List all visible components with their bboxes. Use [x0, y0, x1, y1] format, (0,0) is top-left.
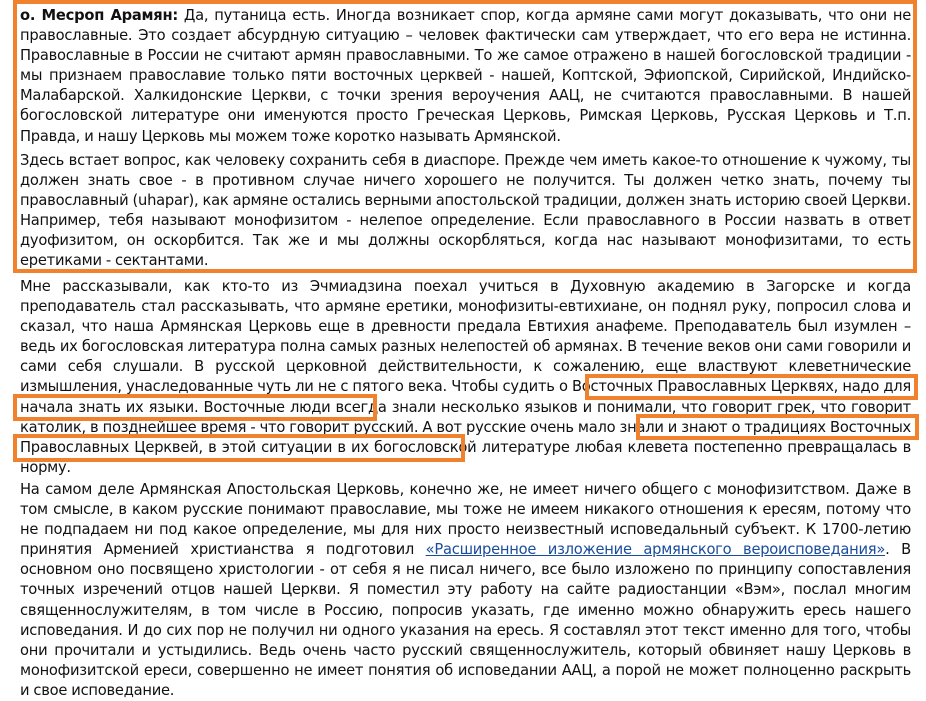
- paragraph-2: Здесь встает вопрос, как человеку сохранить себя в диаспоре. Прежде чем иметь какое-то отношение к чужому, ты должен знать свое - в противном случае ничего хорошего не получится. Ты должен четко знать, почему ты православный (uhapar), как армяне остались верными апостольской традиции, должен знать историю своей Церкви. Например, тебя называют монофизитом - нелепое определение. Если православного в России назвать в ответ дуофизитом, он оскорбится. Так же и мы должны оскорбляться, когда нас называют монофизитами, то есть еретиками - сектантами.: [20, 152, 911, 270]
- paragraph-3-text-end: в этой ситуации в их богословской литературе любая клевета постепенно превращалась в норму.: [20, 438, 911, 476]
- paragraph-4-text-end: . В основном оно посвящено христологии - от себя я не писал ничего, все было изложено по принципу сопоставления точных изречений отцов нашей Церкви. Я поместил эту работу на сайте радиостанции «Вэм», послал многим священнослужителям, в том числе в Россию, попросив указать, где именно можно обнаружить ересь нашего исповедания. И до сих пор не получил ни одного указания на ересь. Я составлял этот текст именно для того, чтобы они прочитали и устыдились. Ведь очень часто русский священнослужитель, который обвиняет нашу Церковь в монофизитской ереси, совершенно не имеет понятия об исповедании ААЦ, а порой не может полноценно раскрыть и свое исповедание.: [20, 541, 911, 699]
- paragraph-3-text-middle: Восточные люди всегда знали несколько языков и понимали, что говорит грек, что говорит католик, в позднейшее время - что говорит русский.: [20, 398, 911, 436]
- paragraph-4-text-start: На самом деле Армянская Апостольская Церковь, конечно же, не имеет ничего общего с монофизитством. Даже в том смысле, в каком русские понимают православие, мы тоже не имеем никакого отношения к ересям, потому что не подпадаем ни под какое определение, мы для них просто неизвестный исповедальный субъект. К 1700-летию принятия Арменией христианства я подготовил: [20, 481, 911, 559]
- highlight-traditions: А вот русские очень мало знали и знают о традициях Восточных Православных Церквей,: [20, 418, 911, 456]
- paragraph-1: [20, 6, 911, 147]
- paragraph-3: [20, 277, 911, 478]
- confession-document-link[interactable]: «Расширенное изложение армянского вероисповедания»: [425, 541, 886, 559]
- highlight-languages: Чтобы судить о Восточных Православных Церквях, надо для начала знать их языки.: [20, 378, 912, 416]
- speaker-name: о. Месроп Арамян:: [20, 7, 178, 24]
- paragraph-4: [20, 480, 911, 701]
- paragraph-3-text-start: Мне рассказывали, как кто-то из Эчмиадзина поехал учиться в Духовную академию в Загорске и когда преподаватель стал рассказывать, что армяне еретики, монофизиты-евтихиане, он поднял руку, попросил слова и сказал, что наша Армянская Церковь еще в древности предала Евтихия анафеме. Преподаватель был изумлен – ведь их богословская литература полна самых разных нелепостей об армянах. В течение веков они сами говорили и сами себя слушали. В русской церковной действительности, к сожалению, еще властвуют клеветнические измышления, унаследованные чуть ли не с пятого века.: [20, 278, 911, 396]
- paragraph-1-text: Да, путаница есть. Иногда возникает спор, когда армяне сами могут доказывать, что они не православные. Это создает абсурдную ситуацию – человек фактически сам утверждает, что его вера не истинна. Православные в России не считают армян православными. То же самое отражено в нашей богословской традиции - мы признаем православие только пяти восточных церквей - нашей, Коптской, Эфиопской, Сирийской, Индийско-Малабарской. Халкидонские Церкви, с точки зрения вероучения ААЦ, не считаются православными. В нашей богословской литературе они именуются просто Греческая Церковь, Римская Церковь, Русская Церковь и Т.п. Правда, и нашу Церковь мы можем тоже коротко называть Армянской.: [20, 7, 911, 145]
